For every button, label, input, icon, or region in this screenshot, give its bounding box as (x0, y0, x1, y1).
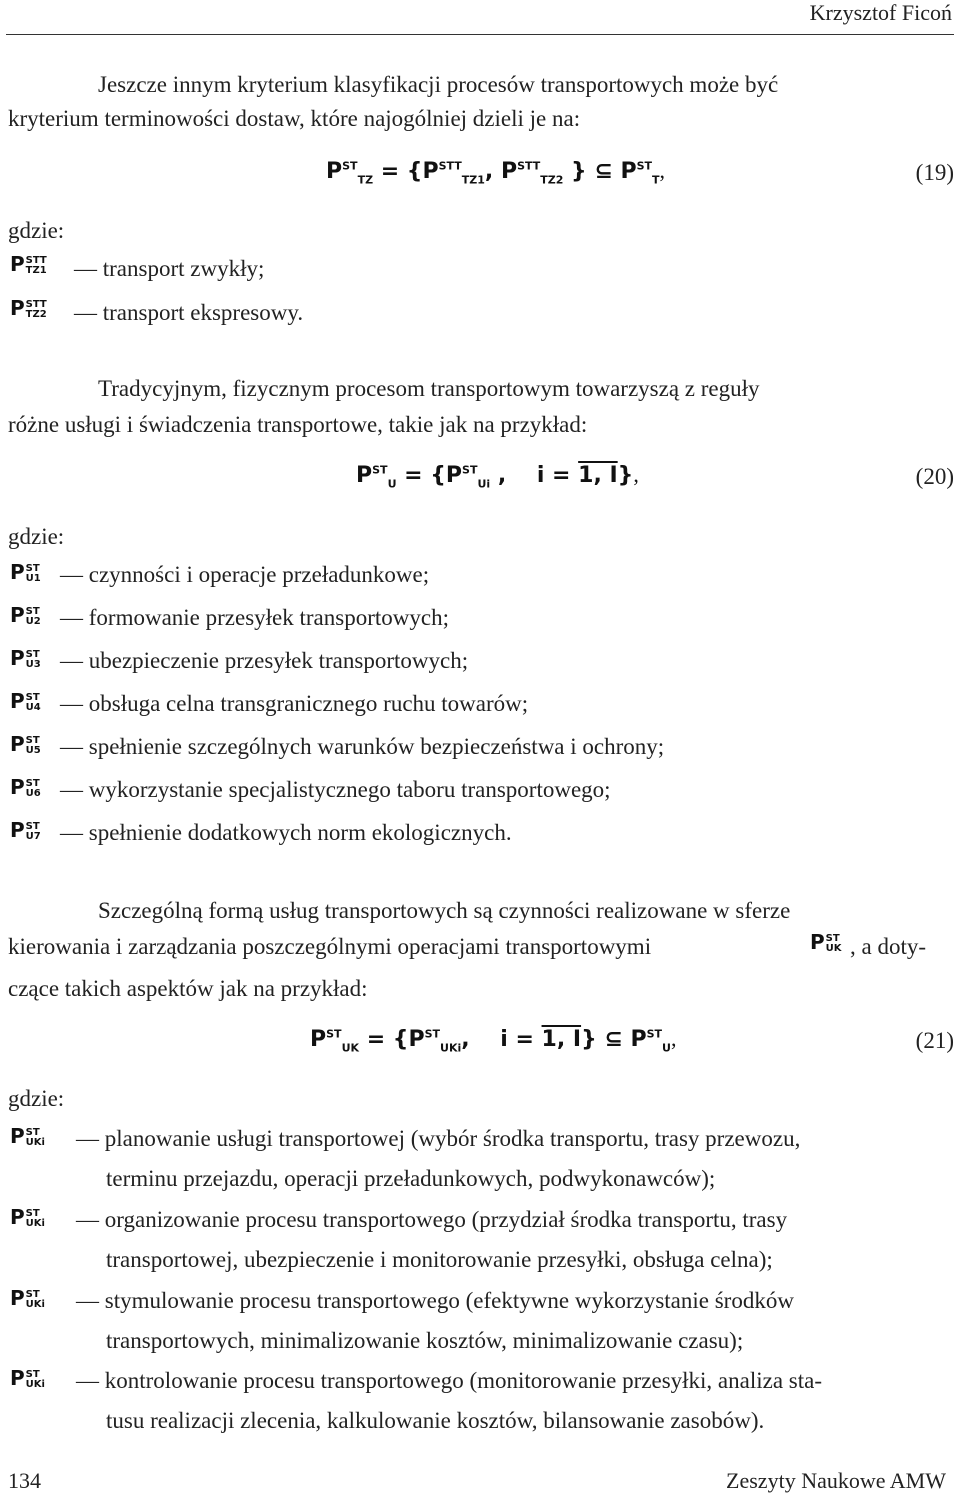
list-item-continuation: transportowej, ubezpieczenie i monitorowanie przesyłki, obsługa celna); (106, 1247, 773, 1272)
symbol-p-u3: P ST U3 (10, 646, 41, 670)
list-item-continuation: terminu przejazdu, operacji przeładunkowych, podwykonawców); (106, 1166, 716, 1191)
symbol-p-u1: P ST U1 (10, 560, 41, 584)
list-item: — czynności i operacje przeładunkowe; (60, 562, 430, 587)
equation-number: (20) (915, 464, 954, 489)
list-item: — kontrolowanie procesu transportowego (monitorowanie przesyłki, analiza sta- (76, 1368, 822, 1393)
list-item-continuation: transportowych, minimalizowanie kosztów, minimalizowanie czasu); (106, 1328, 744, 1353)
symbol-p-u5: P ST U5 (10, 732, 41, 756)
list-item: — spełnienie szczególnych warunków bezpieczeństwa i ochrony; (60, 734, 665, 759)
symbol-p-u2: P ST U2 (10, 603, 41, 627)
list-item: — stymulowanie procesu transportowego (efektywne wykorzystanie środków (76, 1288, 794, 1313)
equation-21: $P^{ST}_{UK} = \{P^{ST}_{UKi}$, i = 1, I} ⊆ $P^{ST}_U$, (310, 1026, 677, 1055)
header-rule (6, 34, 954, 35)
list-item: — organizowanie procesu transportowego (przydział środka transportu, trasy (76, 1207, 788, 1232)
symbol-p-uki: P ST UKi (10, 1366, 45, 1390)
gdzie-label: gdzie: (8, 524, 65, 549)
paragraph-line: kryterium terminowości dostaw, które najogólniej dzieli je na: (8, 106, 581, 131)
paragraph-line: Tradycyjnym, fizycznym procesom transportowym towarzyszą z reguły (98, 376, 760, 401)
list-item: — obsługa celna transgranicznego ruchu towarów; (60, 691, 529, 716)
symbol-p-uk: P ST UK (810, 930, 842, 954)
symbol-p-u7: P ST U7 (10, 818, 41, 842)
paragraph-line: Szczególną formą usług transportowych są czynności realizowane w sferze (98, 898, 791, 923)
paragraph-line: czące takich aspektów jak na przykład: (8, 976, 368, 1001)
symbol-p-u4: P ST U4 (10, 689, 41, 713)
paragraph-line: Jeszcze innym kryterium klasyfikacji procesów transportowych może być (98, 72, 779, 97)
running-header-author: Krzysztof Ficoń (809, 0, 952, 25)
symbol-p-tz2: P STT TZ2 (10, 296, 47, 320)
journal-name: Zeszyty Naukowe AMW (726, 1468, 946, 1493)
symbol-p-u6: P ST U6 (10, 775, 41, 799)
symbol-p-uki: P ST UKi (10, 1205, 45, 1229)
symbol-p-uki: P ST UKi (10, 1124, 45, 1148)
list-item: — ubezpieczenie przesyłek transportowych; (60, 648, 469, 673)
list-item: — wykorzystanie specjalistycznego taboru transportowego; (60, 777, 611, 802)
list-item: — formowanie przesyłek transportowych; (60, 605, 449, 630)
paragraph-line: kierowania i zarządzania poszczególnymi operacjami transportowymi (8, 934, 652, 959)
symbol-p-tz1: P STT TZ1 (10, 252, 47, 276)
paragraph-line: różne usługi i świadczenia transportowe, takie jak na przykład: (8, 412, 588, 437)
list-item: — transport zwykły; (74, 256, 265, 281)
equation-number: (19) (915, 160, 954, 185)
page-number: 134 (8, 1468, 41, 1493)
list-item-continuation: tusu realizacji zlecenia, kalkulowanie kosztów, bilansowanie zasobów). (106, 1408, 765, 1433)
list-item: — spełnienie dodatkowych norm ekologicznych. (60, 820, 512, 845)
gdzie-label: gdzie: (8, 218, 65, 243)
paragraph-line: , a doty- (850, 934, 927, 959)
equation-20: $P^{ST}_U = \{P^{ST}_{Ui}$ , i = 1, I}, (356, 462, 639, 491)
gdzie-label: gdzie: (8, 1086, 65, 1111)
equation-number: (21) (915, 1028, 954, 1053)
symbol-p-uki: P ST UKi (10, 1286, 45, 1310)
equation-19: $P^{ST}_{TZ} = \{P^{STT}_{TZ1}$, $P^{STT}_{TZ2}$ } ⊆ $P^{ST}_T$, (326, 158, 666, 187)
list-item: — planowanie usługi transportowej (wybór środka transportu, trasy przewozu, (76, 1126, 801, 1151)
list-item: — transport ekspresowy. (74, 300, 304, 325)
